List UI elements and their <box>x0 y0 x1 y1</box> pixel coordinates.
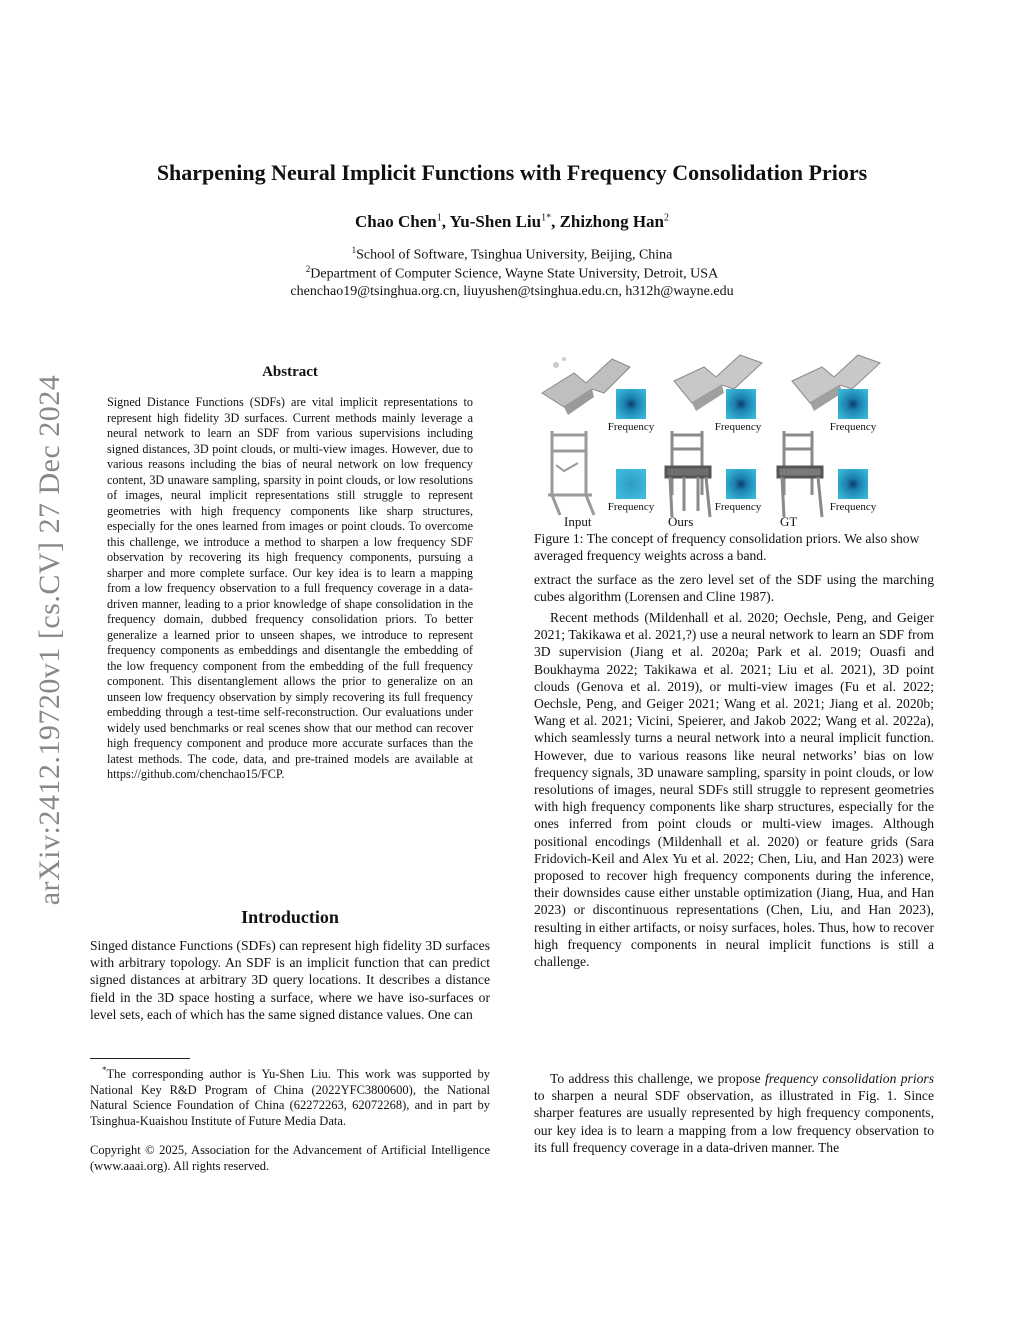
figure-column-label-input: Input <box>564 514 592 529</box>
affiliation-1 <box>0 245 1024 264</box>
figure-1-caption: Figure 1: The concept of frequency consolidation priors. We also show averaged frequency weights across a band. <box>534 531 920 564</box>
frequency-label: Frequency <box>607 501 655 513</box>
author-affil-mark: 1 <box>436 212 442 224</box>
author-sep: , <box>551 212 560 231</box>
arxiv-sidebar <box>20 330 80 950</box>
footnote-mark: * <box>102 1065 107 1075</box>
author-affil-mark: 2 <box>664 212 669 224</box>
frequency-map-input-1 <box>616 389 646 419</box>
author-name: Yu-Shen Liu <box>449 212 542 231</box>
chair-input-shape <box>548 431 594 515</box>
intro-heading: Introduction <box>241 907 339 927</box>
arxiv-identifier: arXiv:2412.19720v1 [cs.CV] 27 Dec 2024 <box>33 374 66 906</box>
abstract-text: Signed Distance Functions (SDFs) are vital implicit representations to represent high fidelity 3D surfaces. Current methods mainly leverage a neural network to learn an SDF from various supervisions including signed distances, 3D point clouds, or multi-view images. However, due to various reasons including the bias of neural network on low frequency content, 3D unaware sampling, sparsity in point clouds, or low resolutions of images, neural implicit representations still struggle to represent geometries with high frequency components like sharp structures, especially for the ones learned from images or point clouds. To overcome this challenge, we introduce a method to sharpen a low frequency SDF observation by recovering its high frequency components, pursuing a sharper and more complete surface. Our key idea is to learn a mapping from a low frequency observation to a full frequency coverage in a data-driven manner, leading to a prior knowledge of shape consolidation in the frequency domain, dubbed frequency consolidation priors. To better generalize a learned prior to unseen shapes, we introduce to represent frequency components as embeddings and disentangle the embedding of the low frequency component from the embedding of the full frequency component. This disentanglement allows the prior to generalize on an unseen low frequency observation by simply recovering its full frequency embedding through a test-time self-reconstruction. Our evaluations under widely used benchmarks or real scenes show that our method can recover high frequency component and produce more accurate surfaces than the latest methods. The code, data, and pre-trained models are available at https://github.com/chenchao15/FCP. <box>107 395 473 781</box>
frequency-map-gt-1 <box>838 389 868 419</box>
affil-mark: 2 <box>305 264 311 274</box>
emphasis-term: frequency consolidation priors <box>764 1071 934 1086</box>
frequency-map-ours-1 <box>726 389 756 419</box>
right-paragraph-2: Recent methods (Mildenhall et al. 2020; Oechsle, Peng, and Geiger 2021; Takikawa et al. 2021,?) use a neural network to learn an SDF from 3D supervision (Jiang et al. 2020a; Park et al. 2019; Ouasfi and Boukhayma 2022; Takikawa et al. 2021; Liu et al. 2021), 3D point clouds (Genova et al. 2019), or multi-view images (Fu et al. 2022; Oechsle, Peng, and Geiger 2021; Wang et al. 2021; Jiang et al. 2020b; Wang et al. 2021; Vicini, Speierer, and Jakob 2022; Wang et al. 2022a), which seamlessly turns a neural network into a neural implicit function. However, due to various reasons like neural networks’ bias on low frequency signals, 3D unaware sampling, sparsity in point clouds, or low resolutions of images, neural SDFs still struggle to represent geometries with high frequency components like sharp structures, especially for the ones inferred from point clouds or multi-view images. Although positional encodings (Mildenhall et al. 2020) or feature grids (Sara Fridovich-Keil and Alex Yu et al. 2022; Chen, Liu, and Han 2023) were proposed to recover high frequency components during the inference, their downsides cause either unstable optimization (Jiang, Hua, and Han 2023) or discontinuous representations (Chen, Liu, and Han 2023), resulting in either artifacts, or noisy surfaces, holes. Thus, how to recover high frequency components in neural implicit functions is still a challenge. <box>534 610 934 970</box>
author-name: Chao Chen <box>354 212 437 231</box>
frequency-map-ours-2 <box>726 469 756 499</box>
paper-title: Sharpening Neural Implicit Functions with Frequency Consolidation Priors <box>156 160 868 185</box>
right-paragraph-3 <box>534 1070 934 1156</box>
intro-paragraph: Singed distance Functions (SDFs) can represent high fidelity 3D surfaces with arbitrary topology. An SDF is an implicit function that can predict signed distances at arbitrary 3D query locations. It describes a distance field in the 3D space hosting a surface, where we have iso-surfaces or level sets, each of which has the same signed distance values. One can <box>90 938 490 1022</box>
paragraph-text: to sharpen a neural SDF observation, as illustrated in Fig. 1. Since sharper features are usually represented by high frequency components, our key idea is to learn a mapping from a low frequency observation to its full frequency coverage in a data-driven manner. The <box>534 1088 934 1155</box>
frequency-label: Frequency <box>714 501 762 513</box>
affil-mark: 1 <box>351 245 357 255</box>
author-list <box>0 212 1024 232</box>
footnote-text: The corresponding author is Yu-Shen Liu. This work was supported by National Key R&D Program of China (2022YFC3800600), the National Natural Science Foundation of China (62272263, 62072268), and in part by Tsinghua-Kuaishou Institute of Future Media Data. <box>90 1067 490 1128</box>
footnote-rule <box>90 1058 190 1059</box>
footnote <box>90 1063 490 1129</box>
affiliation-2 <box>0 264 1024 283</box>
figure-column-label-gt: GT <box>780 514 798 529</box>
paragraph-text: To address this challenge, we propose <box>550 1071 765 1086</box>
figure-1 <box>534 345 934 531</box>
copyright-notice: Copyright © 2025, Association for the Advancement of Artificial Intelligence (www.aaai.org). All rights reserved. <box>90 1143 490 1173</box>
frequency-map-gt-2 <box>838 469 868 499</box>
abstract-heading: Abstract <box>262 364 318 380</box>
author-name: Zhizhong Han <box>559 212 664 231</box>
frequency-label: Frequency <box>829 421 877 433</box>
author-affil-mark: 1* <box>541 212 552 224</box>
right-paragraph-1: extract the surface as the zero level set of the SDF using the marching cubes algorithm (Lorensen and Cline 1987). <box>534 572 934 605</box>
frequency-label: Frequency <box>714 421 762 433</box>
author-emails: chenchao19@tsinghua.org.cn, liuyushen@tsinghua.edu.cn, h312h@wayne.edu <box>290 284 734 299</box>
affil-text: School of Software, Tsinghua University, Beijing, China <box>356 247 673 263</box>
frequency-map-input-2 <box>616 469 646 499</box>
author-sep: , <box>441 212 450 231</box>
frequency-label: Frequency <box>829 501 877 513</box>
figure-column-label-ours: Ours <box>668 514 694 529</box>
frequency-label: Frequency <box>607 421 655 433</box>
affil-text: Department of Computer Science, Wayne State University, Detroit, USA <box>310 266 719 282</box>
